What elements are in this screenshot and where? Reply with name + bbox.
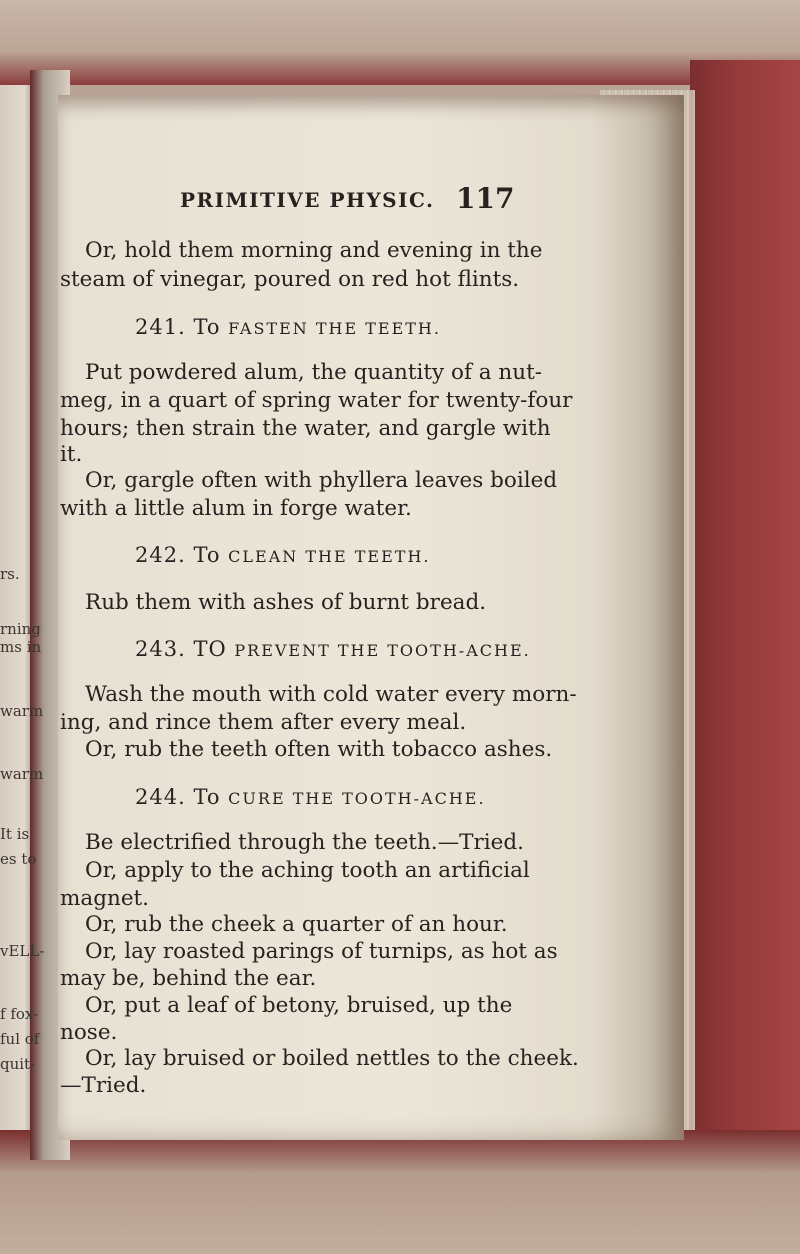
- text-line: Or, hold them morning and evening in the: [85, 238, 543, 263]
- section-lead: To: [193, 543, 221, 567]
- text-line: meg, in a quart of spring water for twenty-four: [60, 388, 573, 413]
- text-line: Or, lay roasted parings of turnips, as hot as: [85, 939, 558, 964]
- text-line: with a little alum in forge water.: [60, 496, 412, 521]
- section-number: 244.: [135, 785, 186, 809]
- text-line: it.: [60, 442, 83, 467]
- text-line: Or, lay bruised or boiled nettles to the cheek.: [85, 1046, 579, 1071]
- section-number: 241.: [135, 315, 186, 339]
- margin-fragment: ms in: [0, 638, 42, 656]
- section-lead: To: [193, 785, 221, 809]
- section-title: CURE THE TOOTH-ACHE.: [228, 789, 486, 808]
- text-line: nose.: [60, 1020, 118, 1045]
- text-line: Or, gargle often with phyllera leaves boiled: [85, 468, 558, 493]
- margin-fragment: es to: [0, 850, 37, 868]
- margin-fragment: rs.: [0, 565, 20, 583]
- text-line: —Tried.: [60, 1073, 147, 1098]
- section-title: CLEAN THE TEETH.: [228, 547, 431, 566]
- text-line: Rub them with ashes of burnt bread.: [85, 590, 487, 615]
- text-line: steam of vinegar, poured on red hot flints.: [60, 267, 520, 292]
- section-title: FASTEN THE TEETH.: [228, 319, 441, 338]
- text-line: Or, apply to the aching tooth an artificial: [85, 858, 530, 883]
- section-heading-241: [135, 315, 441, 339]
- cover-top: [0, 0, 800, 85]
- text-line: Or, rub the cheek a quarter of an hour.: [85, 912, 508, 937]
- margin-fragment: warm: [0, 702, 44, 720]
- section-heading-243: [135, 637, 531, 661]
- section-heading-244: [135, 785, 486, 809]
- text-line: Or, rub the teeth often with tobacco ashes.: [85, 737, 553, 762]
- running-header: PRIMITIVE PHYSIC.: [180, 188, 435, 212]
- section-number: 242.: [135, 543, 186, 567]
- cover-bottom: [0, 1130, 800, 1254]
- text-line: Or, put a leaf of betony, bruised, up the: [85, 993, 513, 1018]
- text-line: Put powdered alum, the quantity of a nut-: [85, 360, 543, 385]
- section-lead: To: [193, 315, 221, 339]
- page-number: 117: [456, 182, 515, 215]
- text-line: magnet.: [60, 886, 150, 911]
- text-line: may be, behind the ear.: [60, 966, 317, 991]
- section-title: PREVENT THE TOOTH-ACHE.: [234, 641, 531, 660]
- margin-fragment: warm: [0, 765, 44, 783]
- text-line: ing, and rince them after every meal.: [60, 710, 467, 735]
- section-heading-242: [135, 543, 431, 567]
- margin-fragment: quit-: [0, 1055, 36, 1073]
- margin-fragment: f fox-: [0, 1005, 39, 1023]
- section-number: 243.: [135, 637, 186, 661]
- margin-fragment: vELL-: [0, 942, 45, 960]
- margin-fragment: It is: [0, 825, 30, 843]
- section-lead: TO: [193, 637, 227, 661]
- text-line: hours; then strain the water, and gargle with: [60, 416, 551, 441]
- book-cover-right: [690, 60, 800, 1145]
- margin-fragment: rning: [0, 620, 41, 638]
- margin-fragment: ful of: [0, 1030, 40, 1048]
- text-line: Be electrified through the teeth.—Tried.: [85, 830, 524, 855]
- text-line: Wash the mouth with cold water every morn-: [85, 682, 577, 707]
